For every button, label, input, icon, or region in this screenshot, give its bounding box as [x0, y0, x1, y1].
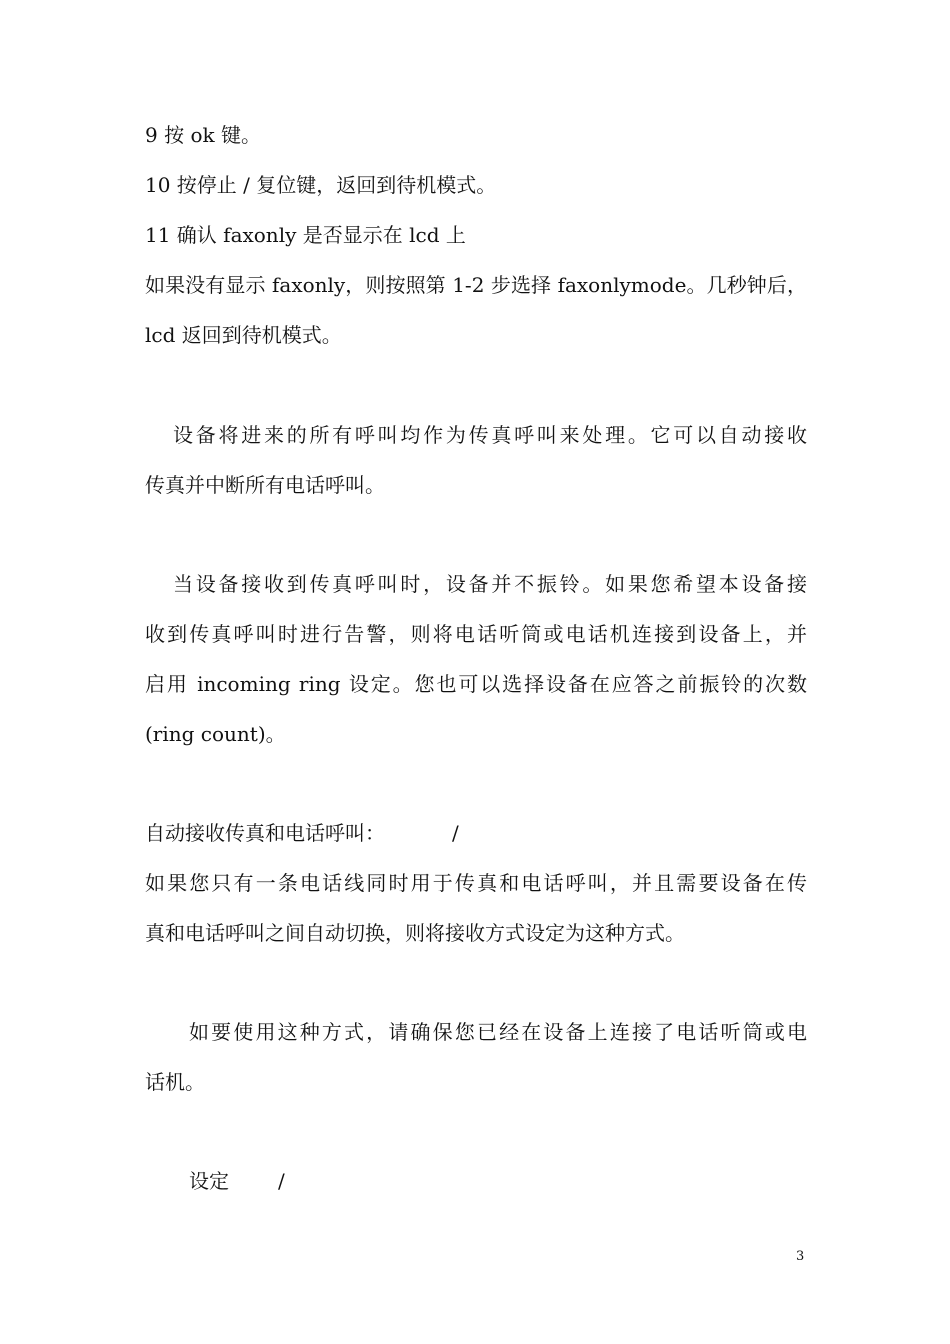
- usage-note-line-1: 如要使用这种方式，请确保您已经在设备上连接了电话听筒或电: [189, 1020, 807, 1044]
- step-11-line: 11 确认 faxonly 是否显示在 lcd 上: [145, 223, 466, 247]
- step-10-line: 10 按停止 / 复位键，返回到待机模式。: [145, 173, 497, 197]
- incoming-ring-desc-line-3: 启用 incoming ring 设定。您也可以选择设备在应答之前振铃的次数: [145, 672, 807, 696]
- settings-heading: 设定: [189, 1169, 229, 1193]
- auto-receive-slash: /: [452, 821, 459, 845]
- auto-receive-desc-line-2: 真和电话呼叫之间自动切换，则将接收方式设定为这种方式。: [145, 921, 685, 945]
- usage-note-line-2: 话机。: [145, 1070, 205, 1094]
- auto-receive-desc-line-1: 如果您只有一条电话线同时用于传真和电话呼叫，并且需要设备在传: [145, 871, 807, 895]
- fax-only-desc-line-1: 设备将进来的所有呼叫均作为传真呼叫来处理。它可以自动接收: [173, 423, 807, 447]
- step-9-line: 9 按 ok 键。: [145, 123, 261, 147]
- incoming-ring-desc-line-2: 收到传真呼叫时进行告警，则将电话听筒或电话机连接到设备上，并: [145, 622, 807, 646]
- faxonly-hint-line-2: lcd 返回到待机模式。: [145, 323, 342, 347]
- incoming-ring-desc-line-1: 当设备接收到传真呼叫时，设备并不振铃。如果您希望本设备接: [173, 572, 807, 596]
- auto-receive-heading: 自动接收传真和电话呼叫：: [145, 821, 385, 845]
- faxonly-hint-line-1: 如果没有显示 faxonly，则按照第 1-2 步选择 faxonlymode。几秒钟后，: [145, 273, 807, 297]
- fax-only-desc-line-2: 传真并中断所有电话呼叫。: [145, 473, 385, 497]
- page-number: 3: [796, 1249, 805, 1264]
- settings-slash: /: [278, 1169, 285, 1193]
- incoming-ring-desc-line-4: (ring count)。: [145, 722, 286, 746]
